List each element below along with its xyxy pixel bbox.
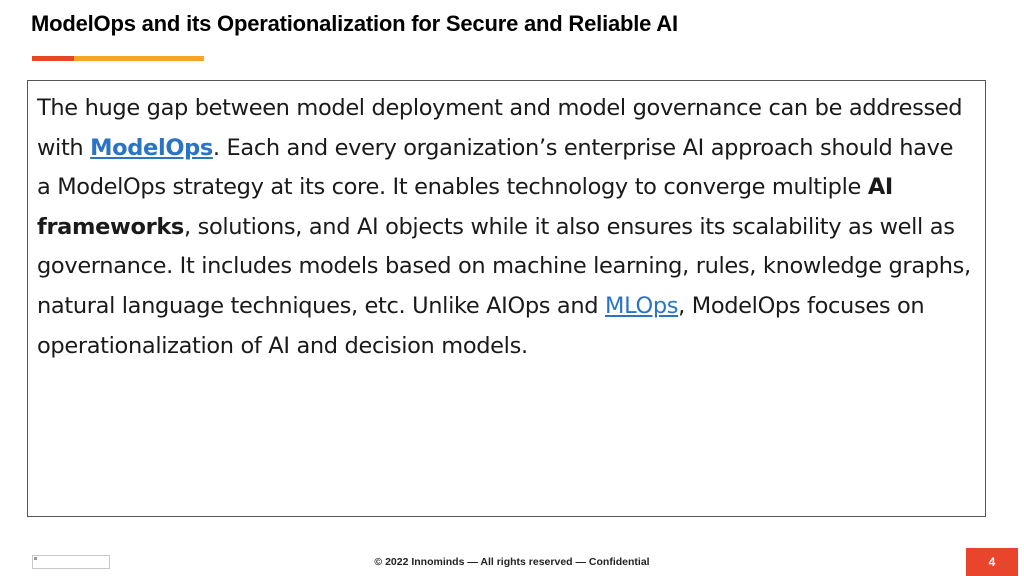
paragraph-text-2: . Each and every organization’s enterprise AI approach should have a ModelOps strategy at its core. It enables technology to converge multiple: [37, 134, 954, 201]
content-box: [27, 80, 986, 517]
accent-bar-orange-segment: [74, 56, 204, 61]
modelops-link[interactable]: ModelOps: [90, 134, 213, 161]
paragraph-text-1: The huge gap between model deployment and model governance can be addressed with: [37, 95, 963, 161]
page-number-badge: 4: [966, 548, 1018, 576]
footer-copyright: © 2022 Innominds — All rights reserved — Confidential: [374, 556, 650, 568]
mlops-link[interactable]: MLOps: [605, 292, 679, 319]
slide-title: ModelOps and its Operationalization for Secure and Reliable AI: [31, 11, 678, 36]
body-paragraph: [37, 89, 973, 366]
paragraph-text-3: , solutions, and AI objects while it also ensures its scalability as well as governance. It includes models based on machine learning, rules, knowledge graphs, natural language techniques, etc. Unlike AIOps and: [37, 213, 971, 319]
accent-bar-red-segment: [32, 56, 74, 61]
title-accent-bar: [32, 56, 204, 61]
ai-frameworks-term: AI frameworks: [37, 174, 893, 240]
paragraph-text-4: , ModelOps focuses on operationalization of AI and decision models.: [37, 292, 925, 359]
